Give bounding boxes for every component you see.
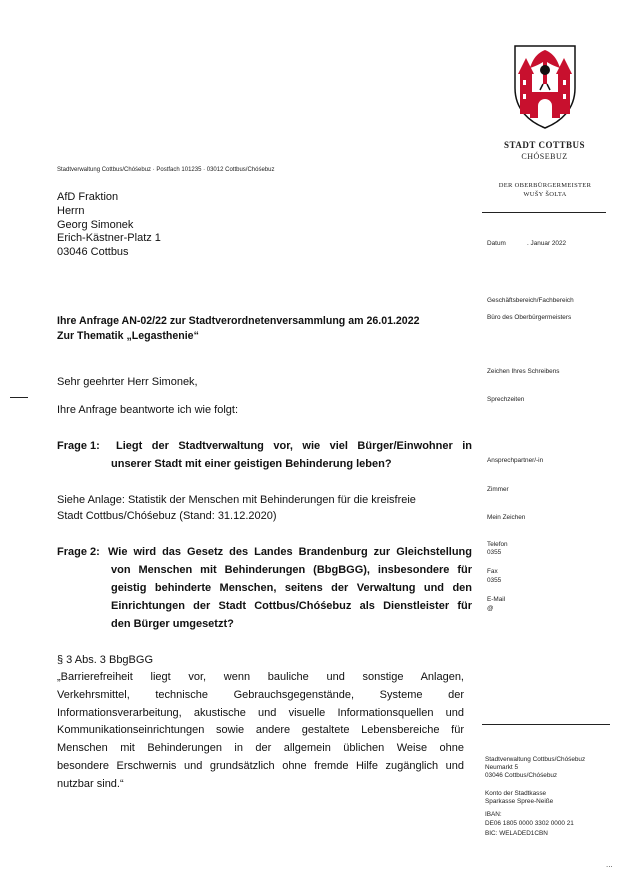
law-quote-line: Menschen mit Behinderungen in der allgemein üblichen Weise ohne — [57, 742, 464, 754]
phone-label: Telefon — [487, 541, 508, 548]
question-2-text: Einrichtungen der Stadt Cottbus/Chóśebuz als Dienstleister für — [111, 600, 472, 612]
question-2-text: von Menschen mit Behinderungen (BbgBGG), insbesondere für — [111, 564, 472, 576]
department-value: Büro des Oberbürgermeisters — [487, 314, 572, 321]
footer-iban: DE06 1805 0000 3302 0000 21 — [485, 820, 574, 827]
org-name: STADT COTTBUS — [504, 140, 585, 150]
question-1-label: Frage 1: — [57, 440, 100, 452]
office-hours-label: Sprechzeiten — [487, 396, 525, 403]
fax-label: Fax — [487, 568, 498, 575]
datum-label: Datum — [487, 240, 506, 247]
question-2-text: den Bürger umgesetzt? — [111, 618, 234, 630]
coat-of-arms-logo — [510, 40, 580, 130]
footer-bic: BIC: WELADED1CBN — [485, 830, 548, 837]
footer-bank: Sparkasse Spree-Neiße — [485, 798, 554, 805]
footer-bank: Konto der Stadtkasse — [485, 790, 547, 797]
law-heading: § 3 Abs. 3 BbgBGG — [57, 654, 154, 666]
your-reference-label: Zeichen Ihres Schreibens — [487, 368, 560, 375]
salutation: Sehr geehrter Herr Simonek, — [57, 376, 198, 388]
footer-address: Stadtverwaltung Cottbus/Chóśebuz — [485, 756, 586, 763]
question-1-text: unserer Stadt mit einer geistigen Behinderung leben? — [111, 458, 392, 470]
recipient-line: AfD Fraktion — [57, 191, 119, 203]
law-quote-line: Verkehrsmittel, technische Gebrauchsgegenstände, Systeme der — [57, 689, 464, 701]
footer-address: 03046 Cottbus/Chóśebuz — [485, 772, 558, 779]
subject-line: Zur Thematik „Legasthenie“ — [57, 330, 199, 342]
answer-1-text: Siehe Anlage: Statistik der Menschen mit Behinderungen für die kreisfreie — [57, 494, 416, 506]
law-quote-line: nutzbar sind.“ — [57, 778, 124, 790]
email-value: @ — [487, 605, 494, 612]
recipient-line: Georg Simonek — [57, 219, 134, 231]
sender-line: Stadtverwaltung Cottbus/Chóśebuz · Postfach 101235 · 03012 Cottbus/Chóśebuz — [57, 167, 275, 173]
room-label: Zimmer — [487, 486, 509, 493]
law-quote-line: Informationsverarbeitung, akustische und visuelle Informationsquellen und — [57, 707, 464, 719]
intro-text: Ihre Anfrage beantworte ich wie folgt: — [57, 404, 238, 416]
footer-iban-label: IBAN: — [485, 811, 502, 818]
question-2-text: geistig behinderte Menschen, seitens der Verwaltung und den — [111, 582, 472, 594]
phone-value: 0355 — [487, 549, 502, 556]
my-reference-label: Mein Zeichen — [487, 514, 526, 521]
law-quote-line: besondere Erschwernis und grundsätzlich ohne fremde Hilfe zugänglich und — [57, 760, 464, 772]
sidebar-divider-bottom — [482, 724, 610, 725]
office-title: DER OBERBÜRGERMEISTER — [498, 182, 592, 189]
law-quote-line: „Barrierefreiheit liegt vor, wenn bauliche und sonstige Anlagen, — [57, 671, 464, 683]
fold-mark — [10, 397, 28, 398]
email-label: E-Mail — [487, 596, 506, 603]
recipient-line: Herrn — [57, 205, 85, 217]
question-1-text: Liegt der Stadtverwaltung vor, wie viel Bürger/Einwohner in — [116, 440, 472, 452]
continuation-mark: ... — [606, 860, 613, 869]
org-name-sorbian: CHÓSEBUZ — [521, 152, 568, 161]
law-quote-line: Kommunikationseinrichtungen sowie andere gestaltete Lebensbereiche für — [57, 724, 464, 736]
recipient-line: Erich-Kästner-Platz 1 — [57, 232, 161, 244]
footer-address: Neumarkt 5 — [485, 764, 519, 771]
sidebar-divider-top — [482, 212, 606, 213]
department-label: Geschäftsbereich/Fachbereich — [487, 297, 574, 304]
question-2-label: Frage 2: — [57, 546, 100, 558]
question-2-text: Wie wird das Gesetz des Landes Brandenburg zur Gleichstellung — [108, 546, 472, 558]
answer-1-text: Stadt Cottbus/Chóśebuz (Stand: 31.12.2020) — [57, 510, 277, 522]
subject-line: Ihre Anfrage AN-02/22 zur Stadtverordnetenversammlung am 26.01.2022 — [57, 315, 420, 327]
fax-value: 0355 — [487, 577, 502, 584]
recipient-line: 03046 Cottbus — [57, 246, 129, 258]
datum-value: . Januar 2022 — [527, 240, 567, 247]
office-title-sorbian: WUŠY ŠOLTA — [523, 191, 567, 198]
contact-person-label: Ansprechpartner/-in — [487, 457, 544, 464]
